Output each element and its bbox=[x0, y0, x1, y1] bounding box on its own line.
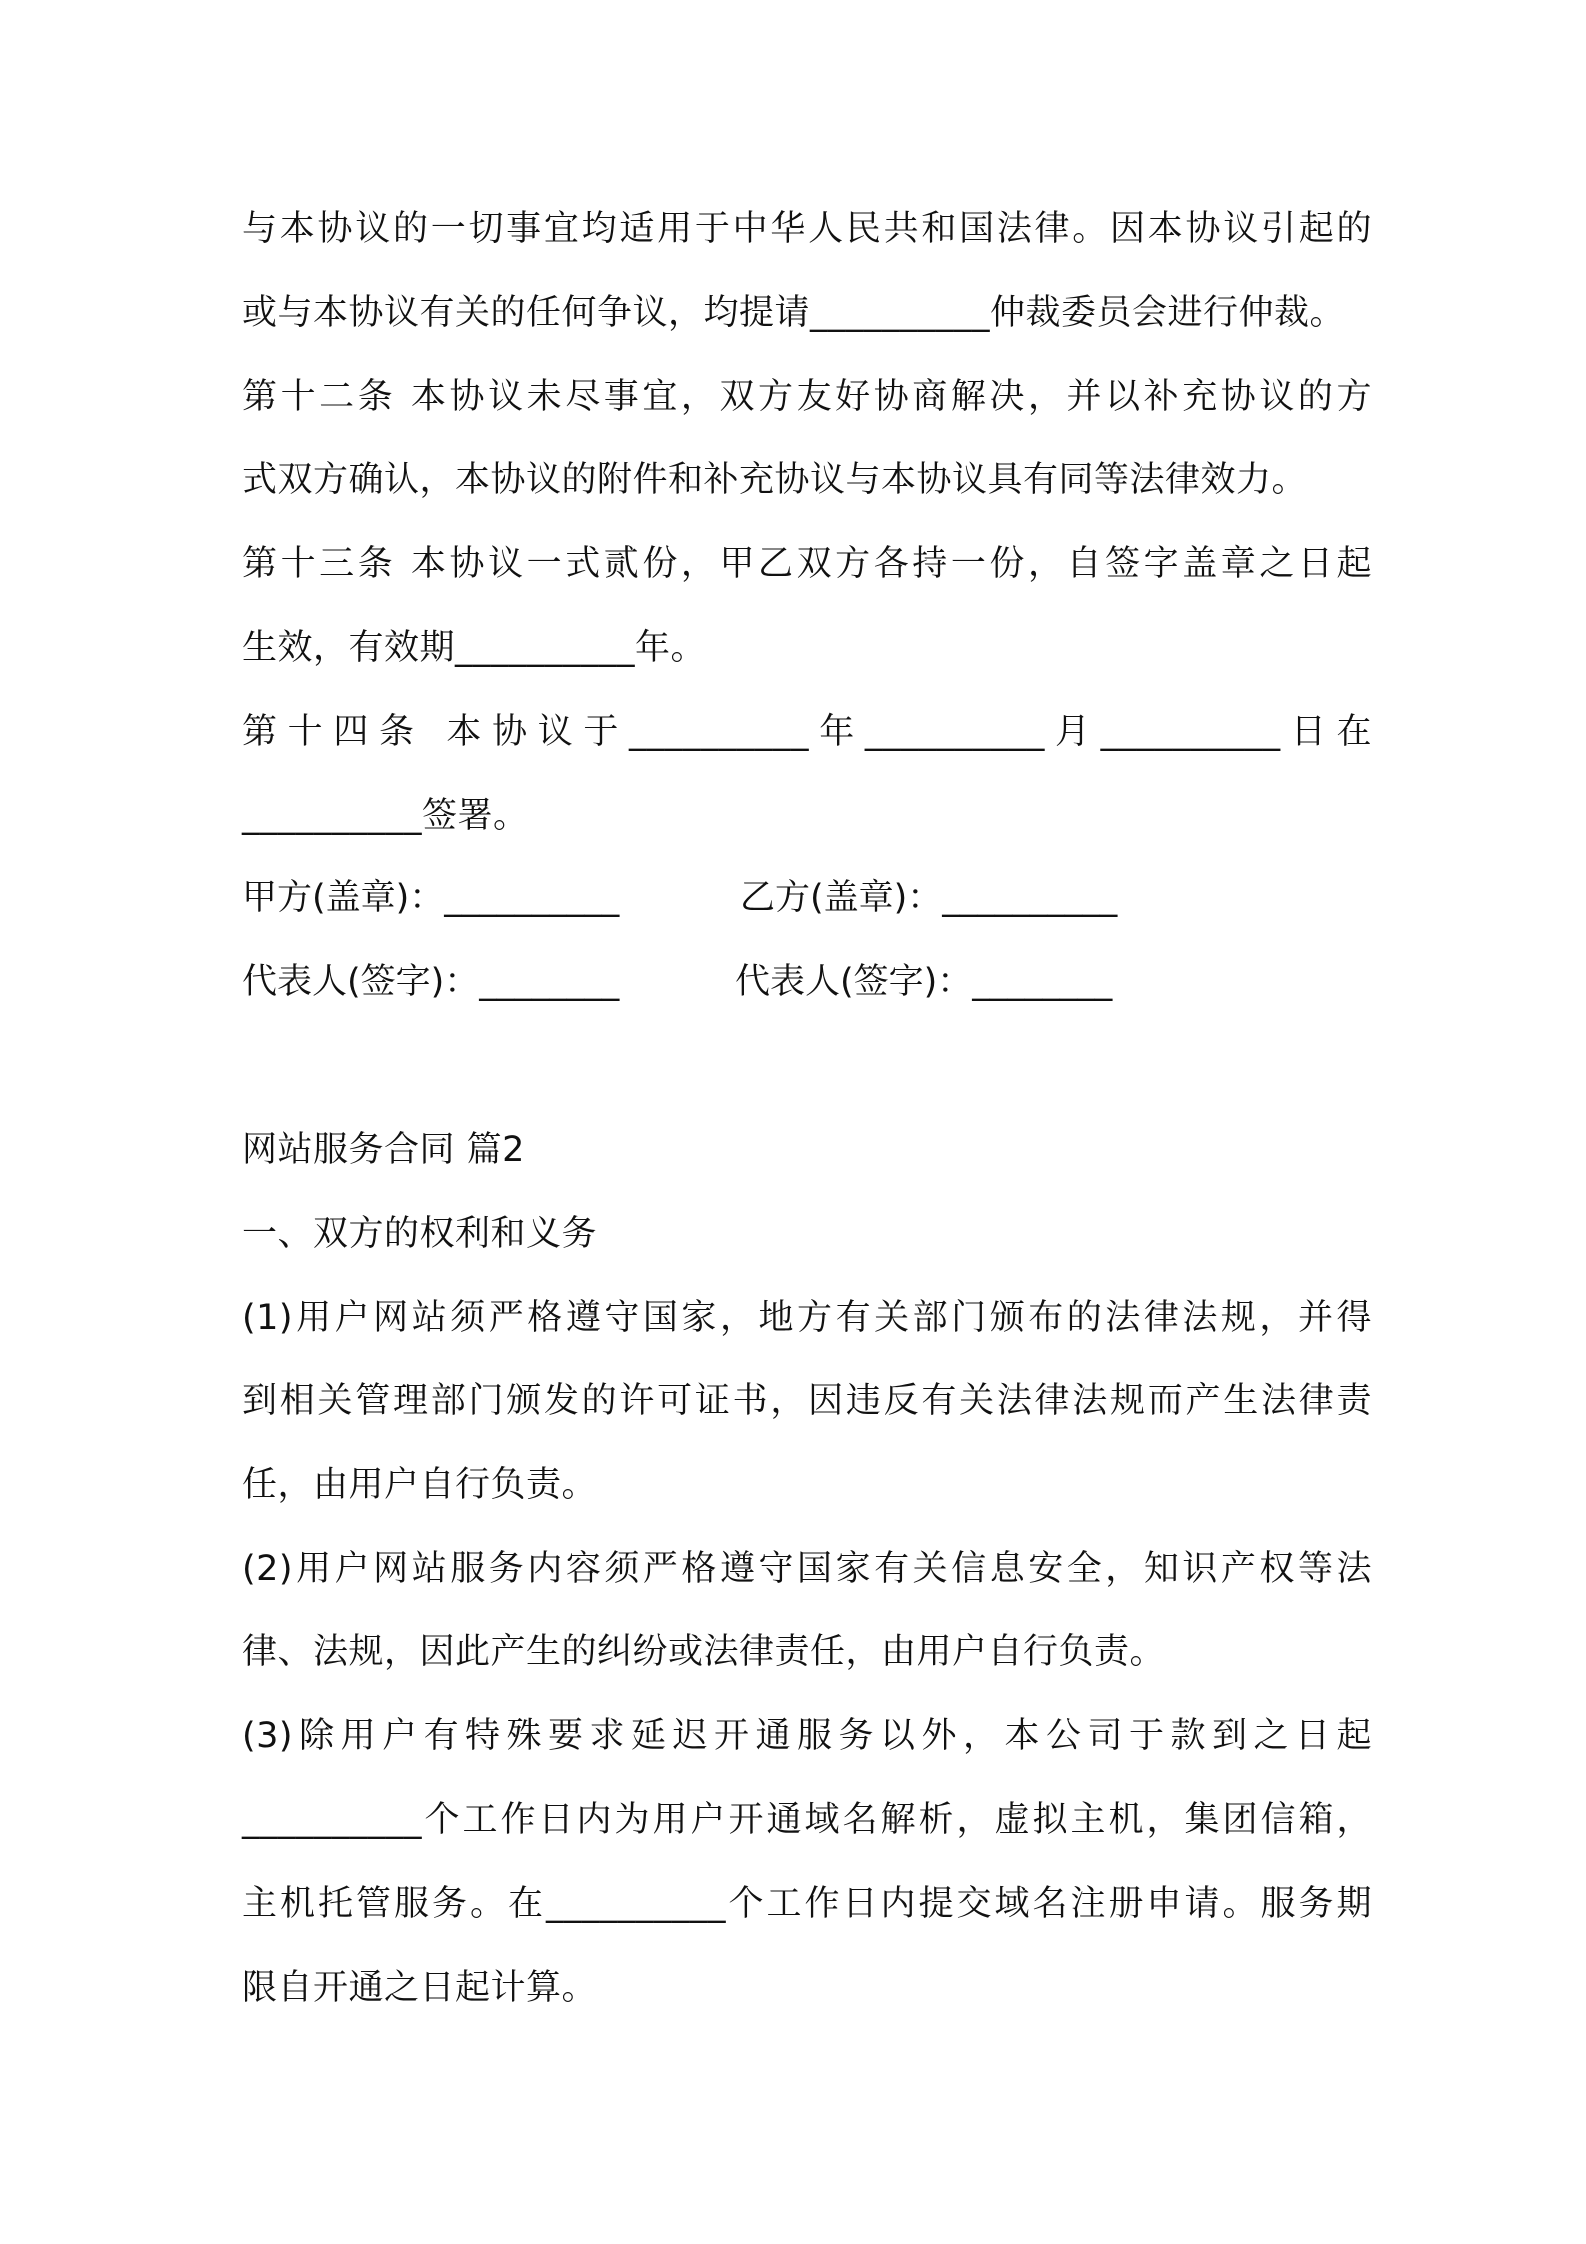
body-line: 第十四条 本协议于__________年__________月__________日在 bbox=[242, 712, 1372, 752]
party-b-representative-line: 代表人(签字)：________ bbox=[735, 962, 1113, 1002]
body-line: (2)用户网站服务内容须严格遵守国家有关信息安全，知识产权等法 bbox=[242, 1549, 1372, 1589]
party-a-representative-line: 代表人(签字)：________ bbox=[242, 962, 620, 1002]
section-heading: 一、双方的权利和义务 bbox=[242, 1214, 598, 1254]
body-line: 律、法规，因此产生的纠纷或法律责任，由用户自行负责。 bbox=[242, 1632, 1166, 1672]
body-line: 主机托管服务。在__________个工作日内提交域名注册申请。服务期 bbox=[242, 1884, 1372, 1924]
party-a-seal-line: 甲方(盖章)：__________ bbox=[242, 878, 620, 918]
body-line: 式双方确认，本协议的附件和补充协议与本协议具有同等法律效力。 bbox=[242, 460, 1308, 500]
body-line: (3)除用户有特殊要求延迟开通服务以外，本公司于款到之日起 bbox=[242, 1716, 1372, 1756]
body-line: 或与本协议有关的任何争议，均提请__________仲裁委员会进行仲裁。 bbox=[242, 293, 1346, 333]
body-line: __________签署。 bbox=[242, 796, 529, 836]
section-title: 网站服务合同 篇2 bbox=[242, 1130, 525, 1170]
body-line: __________个工作日内为用户开通域名解析，虚拟主机，集团信箱， bbox=[242, 1800, 1372, 1840]
body-line: (1)用户网站须严格遵守国家，地方有关部门颁布的法律法规，并得 bbox=[242, 1298, 1372, 1338]
body-line: 任，由用户自行负责。 bbox=[242, 1465, 598, 1505]
body-line: 限自开通之日起计算。 bbox=[242, 1968, 598, 2008]
body-line: 第十三条 本协议一式贰份，甲乙双方各持一份，自签字盖章之日起 bbox=[242, 544, 1372, 584]
body-line: 与本协议的一切事宜均适用于中华人民共和国法律。因本协议引起的 bbox=[242, 209, 1372, 249]
body-line: 生效，有效期__________年。 bbox=[242, 628, 707, 668]
body-line: 第十二条 本协议未尽事宜，双方友好协商解决，并以补充协议的方 bbox=[242, 377, 1372, 417]
party-b-seal-line: 乙方(盖章)：__________ bbox=[740, 878, 1118, 918]
body-line: 到相关管理部门颁发的许可证书，因违反有关法律法规而产生法律责 bbox=[242, 1381, 1372, 1421]
